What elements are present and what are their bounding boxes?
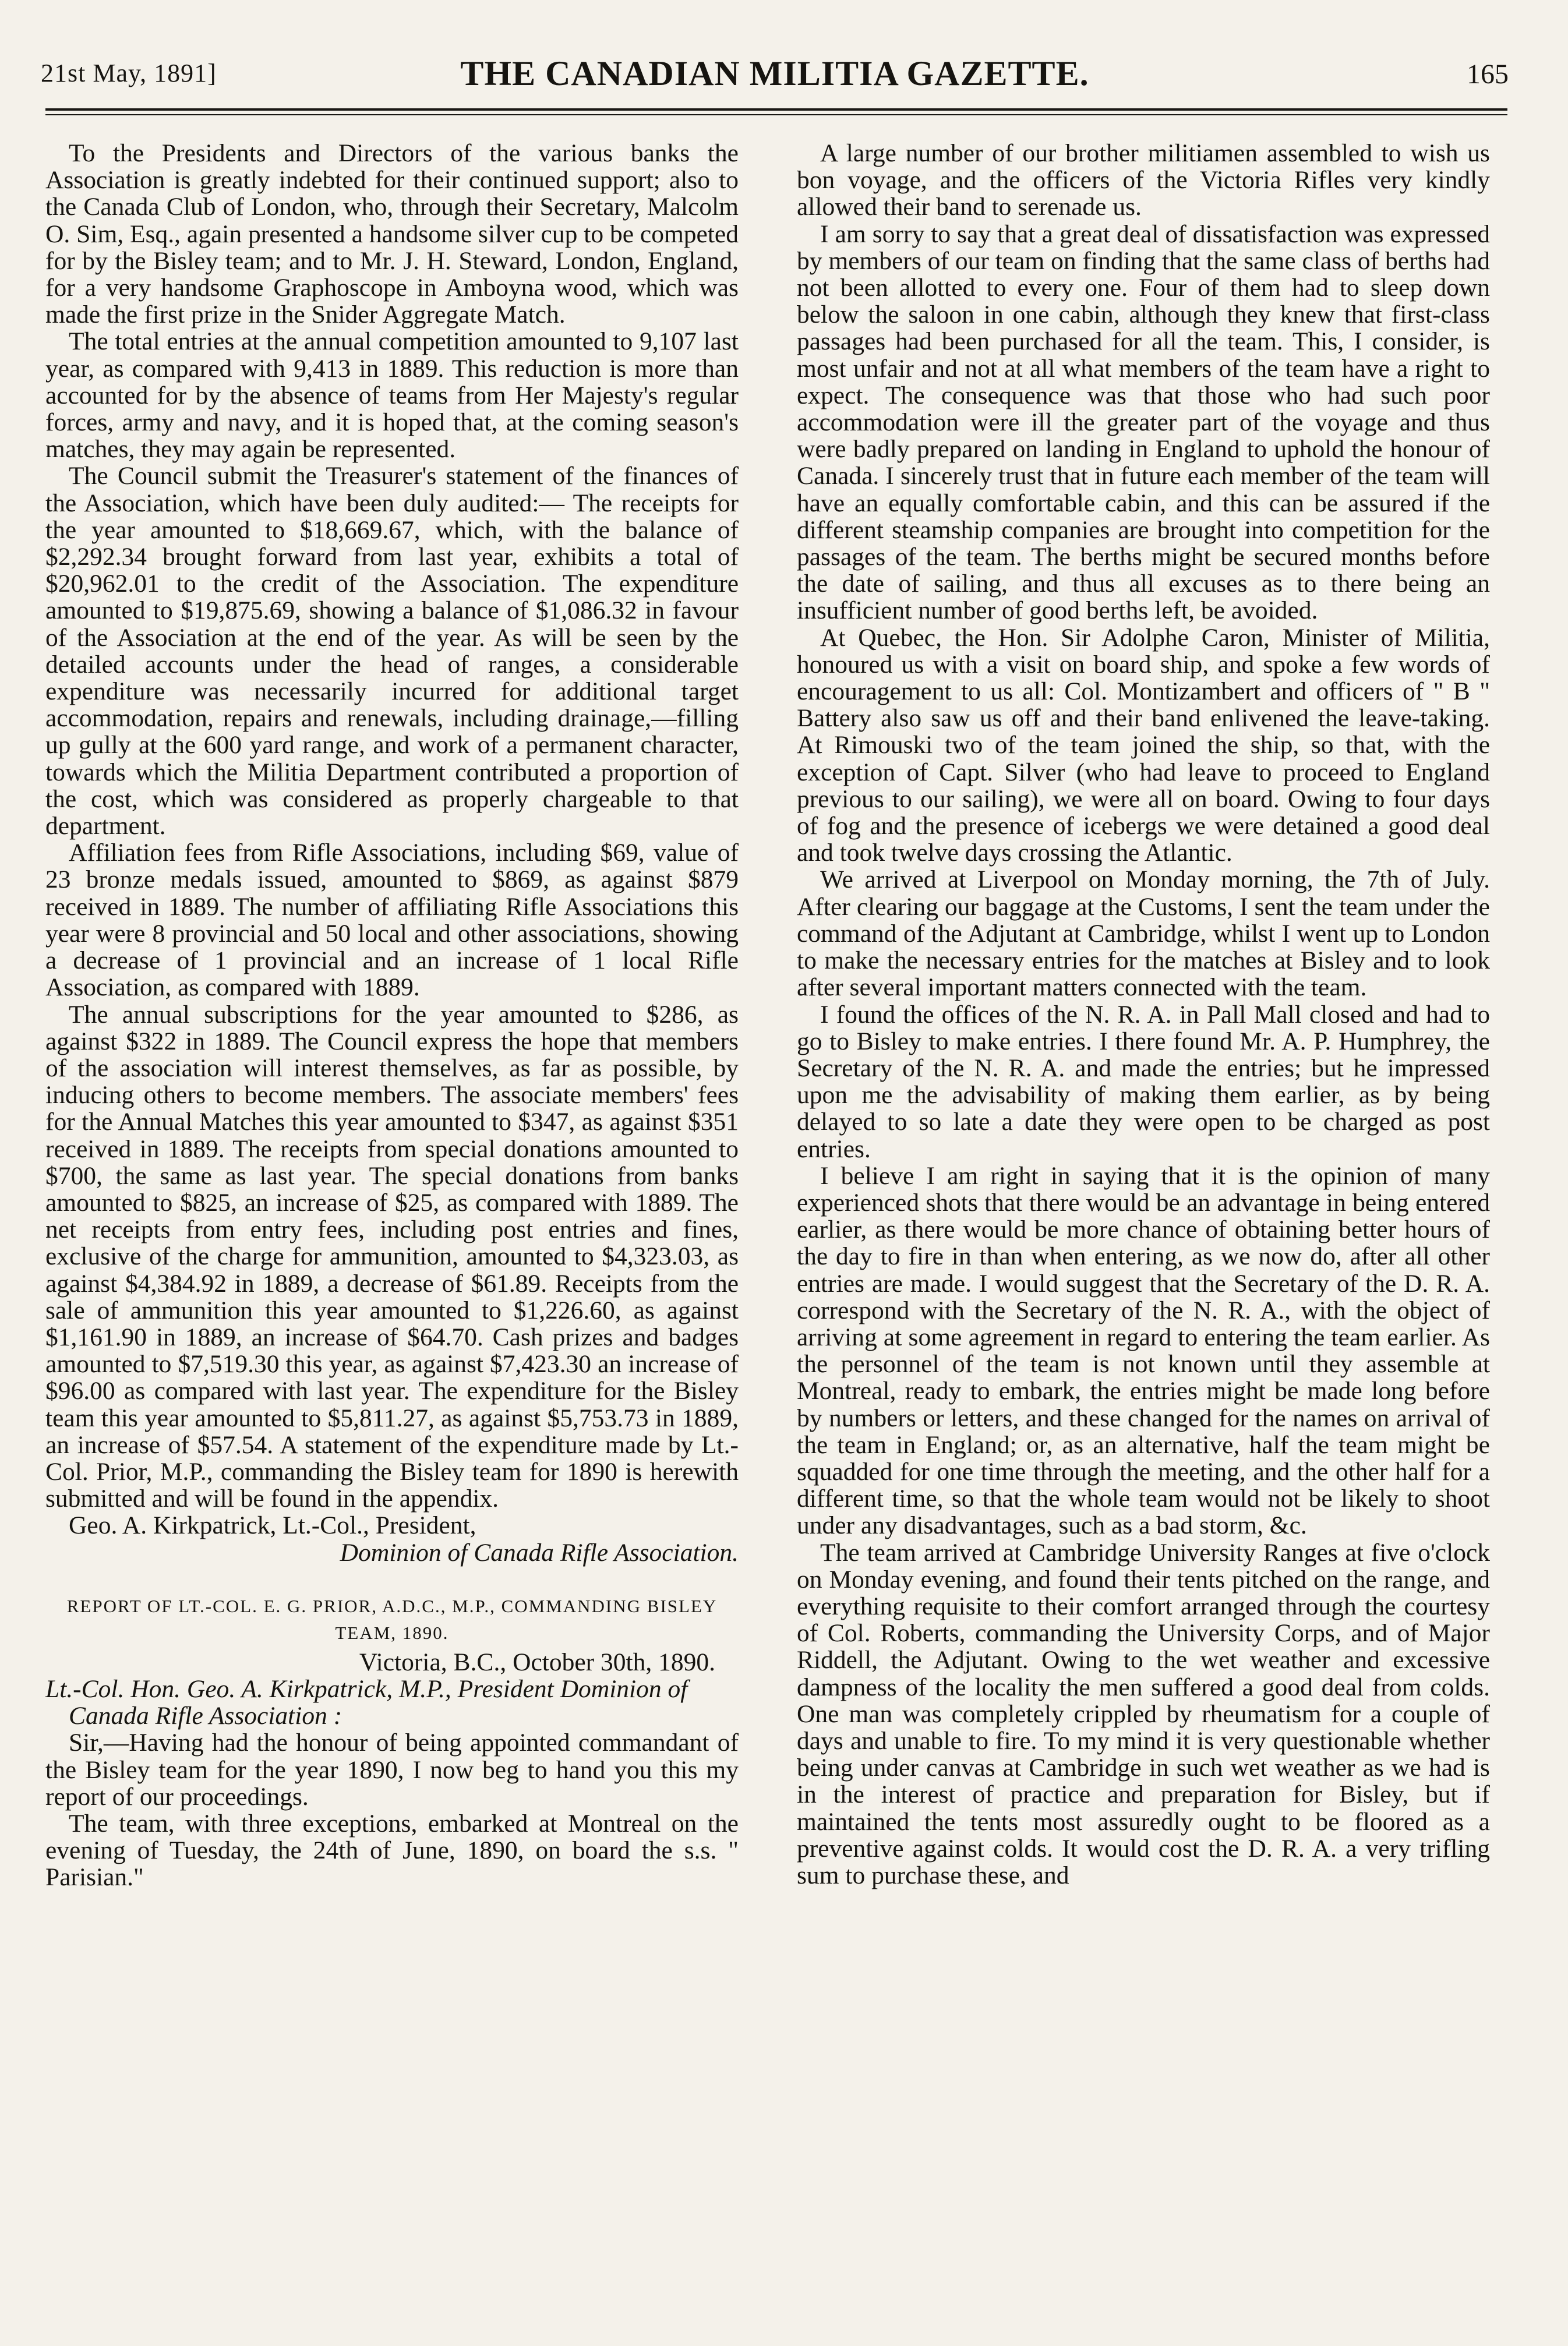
signature-organization: Dominion of Canada Rifle Association. [340,1538,739,1567]
section-heading: REPORT OF LT.-COL. E. G. PRIOR, A.D.C., M.P., COMMANDING BISLEY TEAM, 1890. [66,1595,718,1643]
paragraph: Affiliation fees from Rifle Associations, including $69, value of 23 bronze medals issued, amounted to $869, as against $879 received in 1889. The number of affiliating Rifle Associations this year were 8 provincial and 50 local and other associations, showing a decrease of 1 provincial and an increase of 1 local Rifle Association, as compared with 1889. [45,839,739,1002]
header-rule-thick [45,108,1507,111]
paragraph: A large number of our brother militiamen assembled to wish us bon voyage, and the officers of the Victoria Rifles very kindly allowed their band to serenade us. [797,139,1490,221]
page-number: 165 [1467,59,1509,90]
left-column [45,140,739,1891]
signature-name: Geo. A. Kirkpatrick, Lt.-Col., President, [69,1511,476,1540]
paragraph: At Quebec, the Hon. Sir Adolphe Caron, Minister of Militia, honoured us with a visit on board ship, and spoke a few words of encouragement to us all: Col. Montizambert and officers of " B " Battery also saw us off and their band enlivened the leave-taking. At Rimouski two of the team joined the ship, so that, with the exception of Capt. Silver (who had leave to proceed to England previous to our sailing), we were all on board. Owing to four days of fog and the presence of icebergs we were detained a good deal and took twelve days crossing the Atlantic. [797,623,1490,867]
paragraph: I am sorry to say that a great deal of dissatisfaction was expressed by members of our team on finding that the same class of berths had not been allotted to every one. Four of them had to sleep down below the saloon in one cabin, although they knew that first-class passages had been purchased for all the team. This, I consider, is most unfair and not at all what members of the team have a right to expect. The consequence was that those who had such poor accommodation were ill the greater part of the voyage and thus were badly prepared on landing in England to uphold the honour of Canada. I sincerely trust that in future each member of the team will have an equally comfortable cabin, and this can be assured if the different steamship companies are brought into competition for the passages of the team. The berths might be secured months before the date of sailing, and thus all excuses as to there being an insufficient number of good berths left, be avoided. [797,220,1490,625]
header-rule-thin [45,114,1507,115]
page-header [41,54,1509,100]
paragraph: The annual subscriptions for the year amounted to $286, as against $322 in 1889. The Council express the hope that members of the association will interest themselves, as far as possible, by inducing others to become members. The associate members' fees for the Annual Matches this year amounted to $347, as against $351 received in 1889. The receipts from special donations amounted to $700, the same as last year. The special donations from banks amounted to $825, an increase of $25, as compared with 1889. The net receipts from entry fees, including post entries and fines, exclusive of the charge for ammunition, amounted to $4,323.03, as against $4,384.92 in 1889, a decrease of $61.89. Receipts from the sale of ammunition this year amounted to $1,226.60, as against $1,161.90 in 1889, an increase of $64.70. Cash prizes and badges amounted to $7,519.30 this year, as against $7,423.30 an increase of $96.00 as compared with last year. The expenditure for the Bisley team this year amounted to $5,811.27, as against $5,753.73 in 1889, an increase of $57.54. A statement of the expenditure made by Lt.-Col. Prior, M.P., commanding the Bisley team for 1890 is herewith submitted and will be found in the appendix. [45,1000,739,1513]
paragraph: To the Presidents and Directors of the various banks the Association is greatly indebted for their continued support; also to the Canada Club of London, who, through their Secretary, Malcolm O. Sim, Esq., again presented a handsome silver cup to be competed for by the Bisley team; and to Mr. J. H. Steward, London, England, for a very handsome Graphoscope in Amboyna wood, which was made the first prize in the Snider Aggregate Match. [45,139,739,329]
letter-dateline: Victoria, B.C., October 30th, 1890. [359,1648,715,1676]
paragraph: I believe I am right in saying that it is the opinion of many experienced shots that there would be an advantage in being entered earlier, as there would be more chance of obtaining better hours of the day to fire in than when entering, as we now do, after all other entries are made. I would suggest that the Secretary of the D. R. A. correspond with the Secretary of the N. R. A., with the object of arriving at some agreement in regard to entering the team earlier. As the personnel of the team is not known until they assemble at Montreal, ready to embark, the entries might be made long before by numbers or letters, and these changed for the names on arrival of the team in England; or, as an alternative, half the team might be squadded for one time through the meeting, and the other half for a different time, so that the whole team would not be likely to shoot under any disadvantages, such as a bad storm, &c. [797,1161,1490,1540]
letter-salutation: Lt.-Col. Hon. Geo. A. Kirkpatrick, M.P., President Dominion of Canada Rifle Association : [45,1674,688,1730]
right-column [797,140,1490,1889]
paragraph: I found the offices of the N. R. A. in Pall Mall closed and had to go to Bisley to make entries. I there found Mr. A. P. Humphrey, the Secretary of the N. R. A. and made the entries; but he impressed upon me the advisability of making them earlier, as by being delayed to so late a date they were open to be charged as post entries. [797,1000,1490,1163]
paragraph: We arrived at Liverpool on Monday morning, the 7th of July. After clearing our baggage at the Customs, I sent the team under the command of the Adjutant at Cambridge, whilst I went up to London to make the necessary entries for the matches at Bisley and to look after several important matters connected with the team. [797,865,1490,1002]
masthead-title: THE CANADIAN MILITIA GAZETTE. [460,54,1089,93]
paragraph: Sir,—Having had the honour of being appointed commandant of the Bisley team for the year 1890, I now beg to hand you this my report of our proceedings. [45,1729,739,1811]
header-date: 21st May, 1891] [41,59,217,87]
paragraph: The Council submit the Treasurer's statement of the finances of the Association, which have been duly audited:— The receipts for the year amounted to $18,669.67, which, with the balance of $2,292.34 brought forward from last year, exhibits a total of $20,962.01 to the credit of the Association. The expenditure amounted to $19,875.69, showing a balance of $1,086.32 in favour of the Association at the end of the year. As will be seen by the detailed accounts under the head of ranges, a considerable expenditure was necessarily incurred for additional target accommodation, repairs and renewals, including drainage,—filling up gully at the 600 yard range, and work of a permanent character, towards which the Militia Department contributed a proportion of the cost, which was considered as properly chargeable to that department. [45,462,739,840]
paragraph: The team arrived at Cambridge University Ranges at five o'clock on Monday evening, and found their tents pitched on the range, and everything requisite to their comfort arranged through the courtesy of Col. Roberts, commanding the University Corps, and of Major Riddell, the Adjutant. Owing to the wet weather and excessive dampness of the locality the men suffered a good deal from colds. One man was completely crippled by rheumatism for a couple of days and unable to fire. To my mind it is very questionable whether being under canvas at Cambridge in such wet weather as we had is in the interest of practice and preparation for Bisley, but if maintained the tents most assuredly ought to be floored as a preventive against colds. It would cost the D. R. A. a very trifling sum to purchase these, and [797,1538,1490,1889]
paragraph: The total entries at the annual competition amounted to 9,107 last year, as compared with 9,413 in 1889. This reduction is more than accounted for by the absence of teams from Her Majesty's regular forces, army and navy, and it is hoped that, at the coming season's matches, they may again be represented. [45,327,739,464]
paragraph: The team, with three exceptions, embarked at Montreal on the evening of Tuesday, the 24th of June, 1890, on board the s.s. " Parisian." [45,1809,739,1892]
